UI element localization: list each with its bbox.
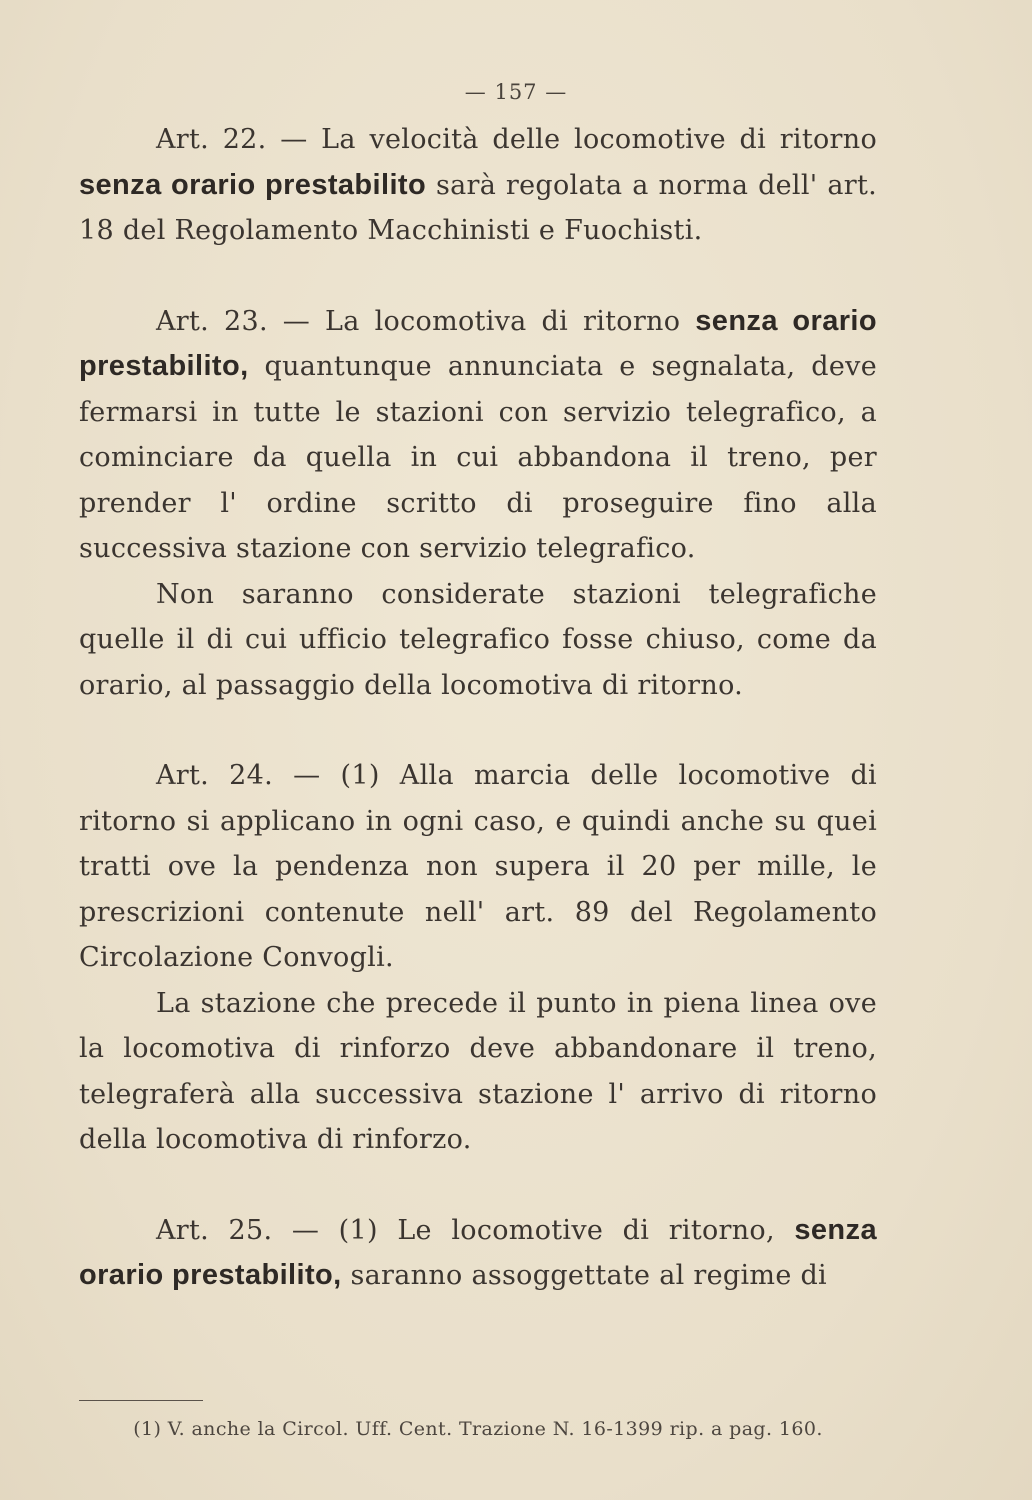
article-24-paragraph-2: La stazione che precede il punto in piena linea ove la locomotiva di rinforzo deve abbandonare il treno, telegraferà alla successiva stazione l' arrivo di ritorno della locomotiva di rinforzo. xyxy=(79,987,877,1155)
footnote-rule xyxy=(79,1400,203,1401)
article-23-head: Art. 23. — La locomotiva di ritorno xyxy=(156,305,681,337)
page-number: — 157 — xyxy=(464,80,568,104)
article-23-paragraph-2: Non saranno considerate stazioni telegrafiche quelle il di cui ufficio telegrafico fosse chiuso, come da orario, al passaggio della locomotiva di ritorno. xyxy=(79,578,877,701)
article-23 xyxy=(79,299,877,572)
article-22-head: Art. 22. — La velocità delle locomotive di ritorno xyxy=(156,124,877,155)
article-22-tail: sarà regolata a norma dell' art. 18 del Regolamento Macchinisti e Fuochisti. xyxy=(79,169,877,246)
article-24: Art. 24. — (1) Alla marcia delle locomotive di ritorno si applicano in ogni caso, e quindi anche su quei tratti ove la pendenza non supera il 20 per mille, le prescrizioni contenute nell' art. 89 del Regolamento Circolazione Convogli. xyxy=(79,760,877,973)
article-23-tail: quantunque annunciata e segnalata, deve fermarsi in tutte le stazioni con servizio telegrafico, a cominciare da quella in cui abbandona il treno, per prender l' ordine scritto di proseguire fino alla successiva stazione con servizio telegrafico. xyxy=(79,351,878,564)
footnote: (1) V. anche la Circol. Uff. Cent. Trazione N. 16-1399 rip. a pag. 160. xyxy=(133,1418,823,1440)
main-text xyxy=(79,117,877,1299)
article-25 xyxy=(79,1208,877,1299)
article-22 xyxy=(79,117,877,254)
article-23-emphasis: senza orario prestabilito, xyxy=(79,304,877,382)
article-22-emphasis: senza orario prestabilito xyxy=(79,168,427,201)
article-25-emphasis: senza orario prestabilito, xyxy=(79,1213,877,1291)
article-25-tail: saranno assoggettate al regime di xyxy=(350,1260,827,1291)
article-25-head: Art. 25. — (1) Le locomotive di ritorno, xyxy=(156,1214,775,1246)
